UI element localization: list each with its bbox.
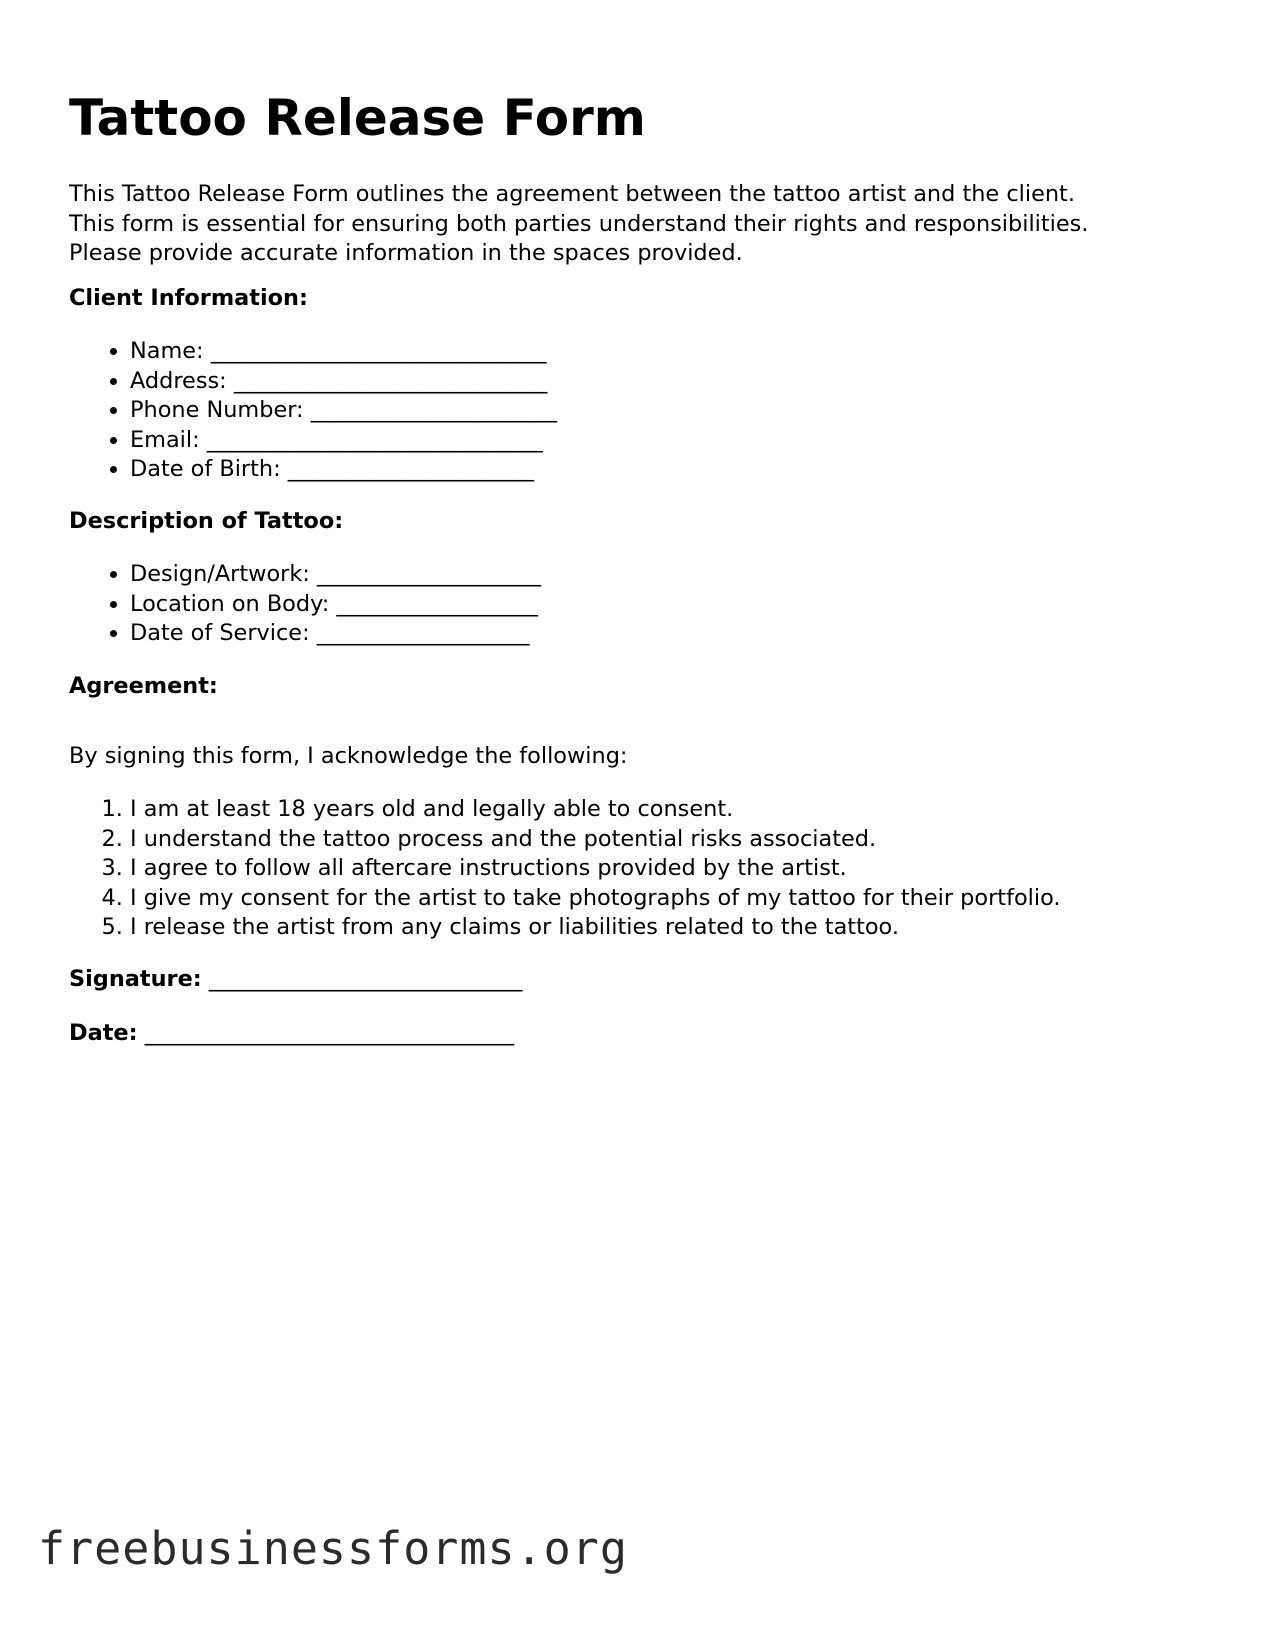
signature-row[interactable] — [69, 965, 522, 995]
intro-line: This Tattoo Release Form outlines the agreement between the tattoo artist and the client. — [69, 181, 1075, 207]
agreement-list — [69, 795, 1061, 943]
site-watermark: freebusinessforms.org — [38, 1522, 628, 1575]
agreement-heading: Agreement: — [69, 673, 218, 699]
name-field[interactable]: • Name: ______________________________ — [130, 337, 557, 367]
client-info-list — [69, 337, 557, 485]
date-label: Date: — [69, 1020, 138, 1046]
page-title: Tattoo Release Form — [69, 89, 646, 147]
design-field[interactable]: • Design/Artwork: ____________________ — [130, 560, 541, 590]
date-row[interactable] — [69, 1019, 514, 1049]
dob-field[interactable]: • Date of Birth: ______________________ — [130, 455, 557, 485]
phone-field[interactable]: • Phone Number: ______________________ — [130, 396, 557, 426]
agreement-lead: By signing this form, I acknowledge the following: — [69, 743, 628, 769]
service-date-field[interactable]: • Date of Service: ___________________ — [130, 619, 541, 649]
agreement-item: 1. I am at least 18 years old and legally able to consent. — [130, 795, 1061, 825]
intro-paragraph — [69, 180, 1219, 269]
signature-line[interactable]: ____________________________ — [208, 966, 523, 992]
agreement-item: 2. I understand the tattoo process and the potential risks associated. — [130, 825, 1061, 855]
intro-line: Please provide accurate information in the spaces provided. — [69, 240, 743, 266]
date-line[interactable]: _________________________________ — [144, 1020, 515, 1046]
tattoo-description-heading: Description of Tattoo: — [69, 508, 344, 534]
agreement-item: 5. I release the artist from any claims or liabilities related to the tattoo. — [130, 913, 1061, 943]
email-field[interactable]: • Email: ______________________________ — [130, 426, 557, 456]
client-info-heading: Client Information: — [69, 285, 308, 311]
tattoo-description-list — [69, 560, 541, 649]
agreement-item: 4. I give my consent for the artist to take photographs of my tattoo for their portfolio. — [130, 884, 1061, 914]
signature-label: Signature: — [69, 966, 202, 992]
intro-line: This form is essential for ensuring both parties understand their rights and responsibilities. — [69, 210, 1089, 237]
agreement-item: 3. I agree to follow all aftercare instructions provided by the artist. — [130, 854, 1061, 884]
location-field[interactable]: • Location on Body: __________________ — [130, 590, 541, 620]
address-field[interactable]: • Address: ____________________________ — [130, 367, 557, 397]
